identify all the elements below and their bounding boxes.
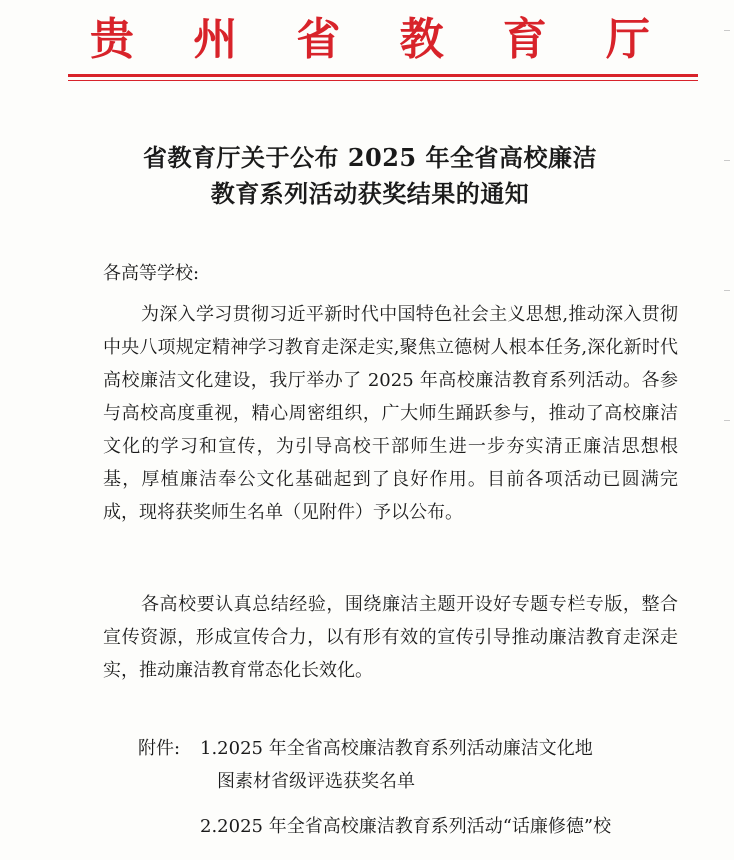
scan-edge-mark bbox=[724, 290, 730, 291]
body-paragraph-1: 为深入学习贯彻习近平新时代中国特色社会主义思想,推动深入贯彻中央八项规定精神学习教育走深走实,聚焦立德树人根本任务,深化新时代高校廉洁文化建设，我厅举办了 2025 年高校廉洁教育系列活动。各参与高校高度重视，精心周密组织，广大师生踊跃参与，推动了高校廉洁文化的学习和宣传，为引导高校干部师生进一步夯实清正廉洁思想根基，厚植廉洁奉公文化基础起到了良好作用。目前各项活动已圆满完成，现将获奖师生名单（见附件）予以公布。 bbox=[103, 304, 678, 523]
letterhead-char: 厅 bbox=[605, 14, 650, 65]
scan-edge-mark bbox=[724, 160, 730, 161]
document-title bbox=[60, 140, 680, 212]
attachment-item-1-continued: 图素材省级评选获奖名单 bbox=[217, 771, 415, 792]
letterhead-rule-thick bbox=[68, 74, 698, 77]
salutation: 各高等学校: bbox=[103, 263, 200, 284]
letterhead-char: 州 bbox=[193, 14, 238, 65]
letterhead-char: 教 bbox=[399, 14, 444, 65]
scan-edge-mark bbox=[724, 30, 730, 31]
body-paragraph-2: 各高校要认真总结经验，围绕廉洁主题开设好专题专栏专版，整合宣传资源，形成宣传合力，以有形有效的宣传引导推动廉洁教育走深走实，推动廉洁教育常态化长效化。 bbox=[103, 594, 678, 681]
scan-edge-mark bbox=[724, 420, 730, 421]
letterhead-title bbox=[90, 10, 650, 70]
letterhead-char: 贵 bbox=[90, 14, 134, 65]
letterhead-char: 育 bbox=[502, 14, 547, 65]
document-title-line-1: 省教育厅关于公布 2025 年全省高校廉洁 bbox=[142, 143, 597, 172]
document-title-line-2: 教育系列活动获奖结果的通知 bbox=[210, 179, 530, 208]
attachment-item-1: 1.2025 年全省高校廉洁教育系列活动廉洁文化地 bbox=[200, 738, 593, 759]
letterhead-char: 省 bbox=[296, 14, 341, 65]
attachment-item-2: 2.2025 年全省高校廉洁教育系列活动“话廉修德”校 bbox=[200, 816, 612, 837]
attachments-label: 附件: bbox=[138, 738, 181, 759]
letterhead-rule-thin bbox=[68, 80, 698, 81]
